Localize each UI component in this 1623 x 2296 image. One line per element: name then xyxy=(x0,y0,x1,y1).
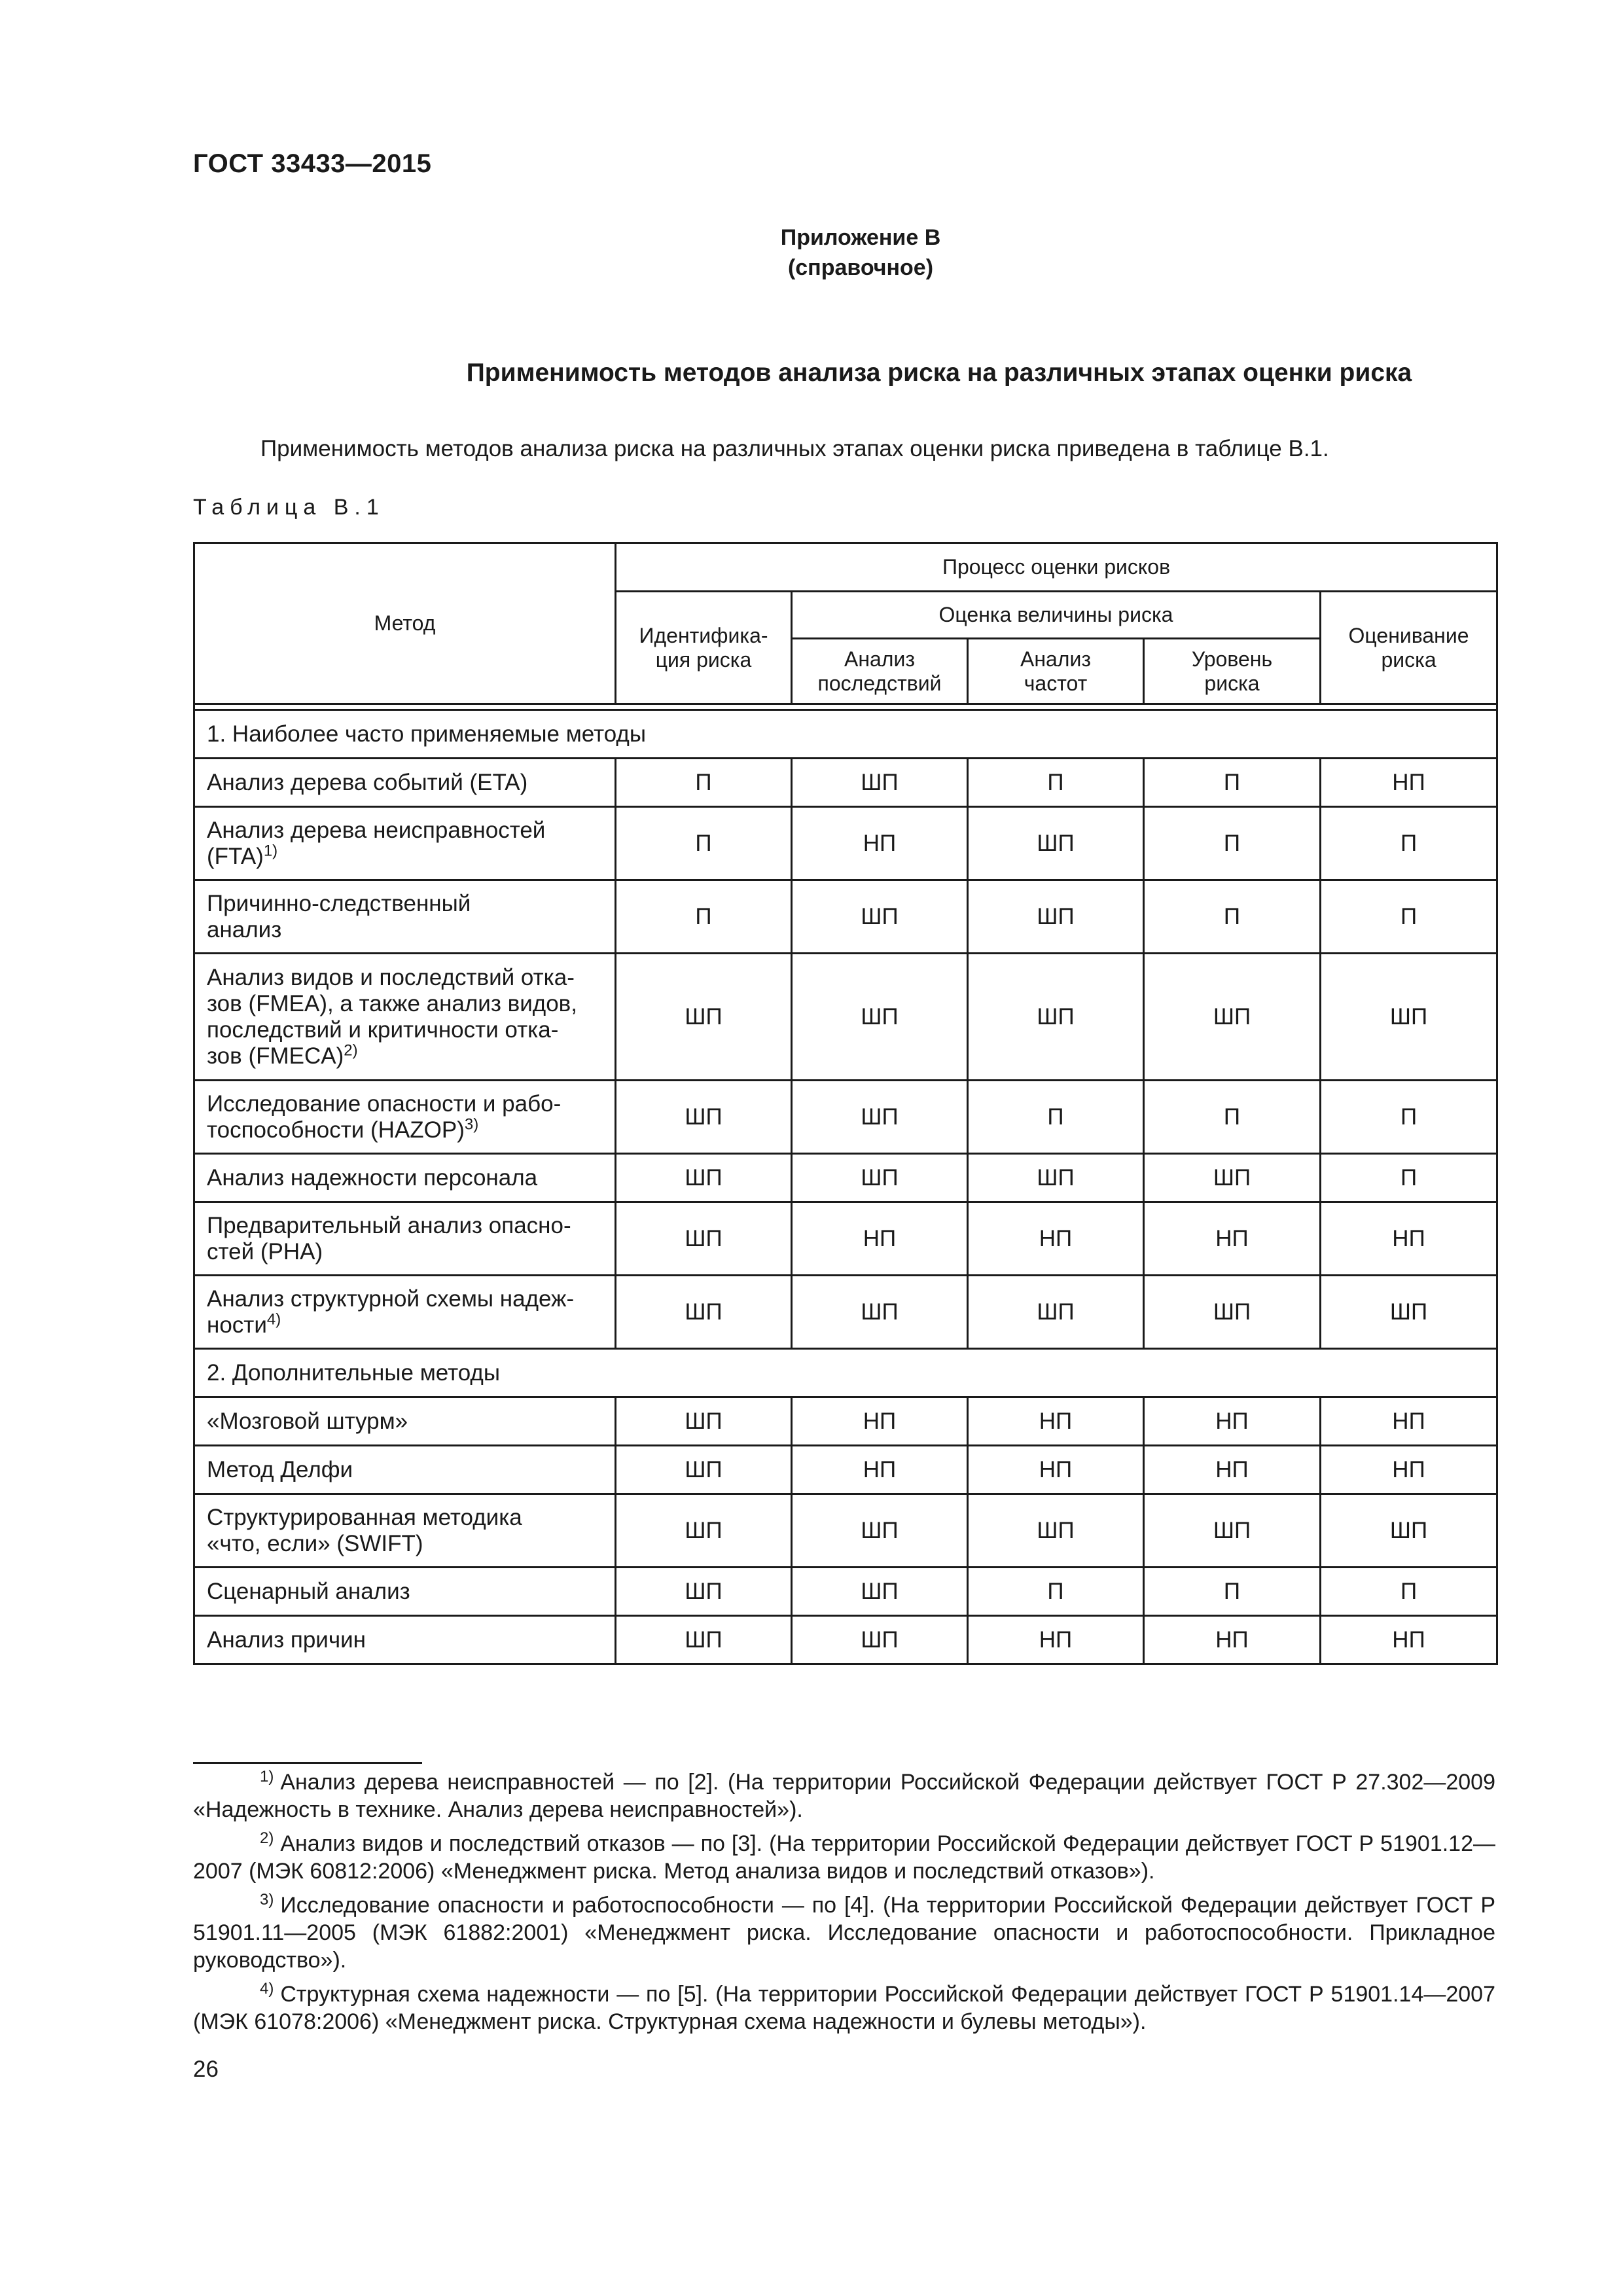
value-cell: НП xyxy=(1321,1616,1497,1664)
value-cell: ШП xyxy=(1144,954,1321,1081)
footnote-text: Исследование опасности и работоспособности — по [4]. (На территории Российской Федерации действует ГОСТ Р 51901.11—2005 (МЭК 61882:2001) «Менеджмент риска. Исследование опасности и работоспособности. Прикладное руководство»). xyxy=(193,1893,1495,1973)
value-cell: ШП xyxy=(616,1568,792,1616)
method-cell xyxy=(194,1446,616,1494)
value-cell: ШП xyxy=(968,1154,1144,1202)
value-cell: НП xyxy=(1321,1202,1497,1276)
value-cell: П xyxy=(1321,1568,1497,1616)
value-cell: П xyxy=(1144,759,1321,807)
table-row xyxy=(194,759,1497,807)
value-cell: ШП xyxy=(792,1081,968,1154)
header-frequencies: Анализ частот xyxy=(968,639,1144,704)
group-row xyxy=(194,1349,1497,1397)
document-code: ГОСТ 33433—2015 xyxy=(193,149,432,178)
value-cell: ШП xyxy=(792,1568,968,1616)
method-name: Анализ структурной схемы надеж- ности xyxy=(207,1285,575,1338)
footnote-ref: 2) xyxy=(344,1041,358,1059)
header-magnitude: Оценка величины риска xyxy=(792,592,1321,639)
value-cell: П xyxy=(1321,1154,1497,1202)
value-cell: П xyxy=(1321,807,1497,880)
group-title: 1. Наиболее часто применяемые методы xyxy=(194,710,1497,759)
value-cell: НП xyxy=(792,1397,968,1446)
value-cell: П xyxy=(1321,1081,1497,1154)
table-row xyxy=(194,1202,1497,1276)
value-cell: П xyxy=(616,807,792,880)
header-process: Процесс оценки рисков xyxy=(616,543,1497,592)
value-cell: ШП xyxy=(968,954,1144,1081)
header-level: Уровень риска xyxy=(1144,639,1321,704)
value-cell: ШП xyxy=(1321,954,1497,1081)
value-cell: ШП xyxy=(792,759,968,807)
value-cell: НП xyxy=(968,1616,1144,1664)
header-identification: Идентифика- ция риска xyxy=(616,592,792,704)
value-cell: ШП xyxy=(792,1276,968,1349)
value-cell: П xyxy=(968,759,1144,807)
footnote-text: Анализ видов и последствий отказов — по [3]. (На территории Российской Федерации действует ГОСТ Р 51901.12—2007 (МЭК 60812:2006) «Менеджмент риска. Метод анализа видов и последствий отказов»). xyxy=(193,1831,1495,1884)
value-cell: П xyxy=(1144,1568,1321,1616)
value-cell: ШП xyxy=(616,1616,792,1664)
table-row xyxy=(194,807,1497,880)
footnote-ref: 1) xyxy=(263,841,278,859)
value-cell: ШП xyxy=(1321,1494,1497,1568)
method-cell xyxy=(194,1276,616,1349)
method-cell xyxy=(194,759,616,807)
footnote-text: Структурная схема надежности — по [5]. (На территории Российской Федерации действует ГОСТ Р 51901.14—2007 (МЭК 61078:2006) «Менеджмент риска. Структурная схема надежности и булевы методы»). xyxy=(193,1982,1495,2034)
value-cell: П xyxy=(616,759,792,807)
footnote-ref: 3) xyxy=(464,1115,479,1133)
value-cell: НП xyxy=(968,1446,1144,1494)
method-cell xyxy=(194,1568,616,1616)
value-cell: П xyxy=(1321,880,1497,954)
header-method: Метод xyxy=(194,543,616,704)
footnote xyxy=(193,1892,1495,1974)
header-evaluation: Оценивание риска xyxy=(1321,592,1497,704)
method-name: Метод Делфи xyxy=(207,1456,353,1482)
value-cell: ШП xyxy=(616,954,792,1081)
table-row xyxy=(194,1446,1497,1494)
group-title: 2. Дополнительные методы xyxy=(194,1349,1497,1397)
value-cell: П xyxy=(968,1081,1144,1154)
method-name: Предварительный анализ опасно- стей (PHA) xyxy=(207,1212,571,1265)
method-cell xyxy=(194,1494,616,1568)
value-cell: ШП xyxy=(616,1154,792,1202)
value-cell: НП xyxy=(1144,1446,1321,1494)
value-cell: НП xyxy=(1321,759,1497,807)
method-cell xyxy=(194,1397,616,1446)
footnote-rule xyxy=(193,1762,422,1764)
footnote-number: 3) xyxy=(260,1890,274,1909)
value-cell: П xyxy=(1144,880,1321,954)
value-cell: НП xyxy=(1144,1202,1321,1276)
method-cell xyxy=(194,807,616,880)
value-cell: ШП xyxy=(1144,1494,1321,1568)
footnote xyxy=(193,1830,1495,1885)
method-name: «Мозговой штурм» xyxy=(207,1408,408,1434)
table-body xyxy=(194,710,1497,1664)
method-name: Анализ причин xyxy=(207,1626,366,1653)
table-header xyxy=(194,543,1497,710)
footnotes xyxy=(193,1768,1495,2042)
table-caption: Таблица В.1 xyxy=(193,495,385,520)
annex-heading xyxy=(0,223,1623,283)
value-cell: ШП xyxy=(792,1494,968,1568)
value-cell: П xyxy=(968,1568,1144,1616)
intro-paragraph: Применимость методов анализа риска на различных этапах оценки риска приведена в таблице В.1. xyxy=(260,436,1329,461)
footnote-number: 2) xyxy=(260,1829,274,1847)
method-cell xyxy=(194,1081,616,1154)
value-cell: ШП xyxy=(616,1494,792,1568)
value-cell: НП xyxy=(792,807,968,880)
risk-methods-table xyxy=(193,542,1498,1665)
table-row xyxy=(194,880,1497,954)
method-name: Причинно-следственный анализ xyxy=(207,890,471,942)
table-row xyxy=(194,1616,1497,1664)
value-cell: НП xyxy=(1144,1397,1321,1446)
method-name: Исследование опасности и рабо- тоспособности (HAZOP) xyxy=(207,1090,562,1143)
value-cell: ШП xyxy=(1144,1276,1321,1349)
header-consequences: Анализ последствий xyxy=(792,639,968,704)
method-name: Анализ дерева событий (ETA) xyxy=(207,769,528,795)
value-cell: ШП xyxy=(792,1154,968,1202)
table-row xyxy=(194,1081,1497,1154)
footnote xyxy=(193,1768,1495,1823)
value-cell: НП xyxy=(1321,1446,1497,1494)
method-name: Анализ видов и последствий отка- зов (FMEA), а также анализ видов, последствий и критичности отка- зов (FMECA) xyxy=(207,964,577,1069)
method-cell xyxy=(194,880,616,954)
method-name: Сценарный анализ xyxy=(207,1578,410,1604)
value-cell: ШП xyxy=(968,880,1144,954)
method-cell xyxy=(194,1154,616,1202)
value-cell: ШП xyxy=(616,1446,792,1494)
value-cell: НП xyxy=(1321,1397,1497,1446)
method-cell xyxy=(194,1202,616,1276)
footnote xyxy=(193,1981,1495,2036)
section-title: Применимость методов анализа риска на различных этапах оценки риска xyxy=(466,359,1412,387)
table-row xyxy=(194,954,1497,1081)
value-cell: ШП xyxy=(792,1616,968,1664)
value-cell: ШП xyxy=(616,1202,792,1276)
value-cell: П xyxy=(1144,1081,1321,1154)
value-cell: ШП xyxy=(792,880,968,954)
value-cell: ШП xyxy=(968,1276,1144,1349)
value-cell: ШП xyxy=(792,954,968,1081)
footnote-number: 1) xyxy=(260,1767,274,1785)
value-cell: НП xyxy=(792,1202,968,1276)
value-cell: НП xyxy=(968,1397,1144,1446)
method-cell xyxy=(194,954,616,1081)
header-separator xyxy=(194,704,1497,710)
group-row xyxy=(194,710,1497,759)
value-cell: НП xyxy=(968,1202,1144,1276)
footnote-ref: 4) xyxy=(266,1310,281,1328)
table-row xyxy=(194,1568,1497,1616)
table-row xyxy=(194,1494,1497,1568)
table-row xyxy=(194,1154,1497,1202)
value-cell: ШП xyxy=(1144,1154,1321,1202)
value-cell: ШП xyxy=(616,1397,792,1446)
value-cell: ШП xyxy=(968,1494,1144,1568)
table-row xyxy=(194,1397,1497,1446)
value-cell: НП xyxy=(1144,1616,1321,1664)
value-cell: ШП xyxy=(616,1081,792,1154)
method-name: Анализ дерева неисправностей (FTA) xyxy=(207,817,546,869)
method-name: Структурированная методика «что, если» (SWIFT) xyxy=(207,1504,522,1556)
value-cell: ШП xyxy=(968,807,1144,880)
page-number: 26 xyxy=(193,2056,219,2082)
method-cell xyxy=(194,1616,616,1664)
value-cell: ШП xyxy=(616,1276,792,1349)
method-name: Анализ надежности персонала xyxy=(207,1164,538,1191)
annex-kind: (справочное) xyxy=(787,255,934,280)
footnote-text: Анализ дерева неисправностей — по [2]. (На территории Российской Федерации действует ГОСТ Р 27.302—2009 «Надежность в технике. Анализ дерева неисправностей»). xyxy=(193,1770,1495,1822)
table-row xyxy=(194,1276,1497,1349)
value-cell: П xyxy=(616,880,792,954)
annex-title: Приложение В xyxy=(780,225,941,250)
footnote-number: 4) xyxy=(260,1979,274,1998)
value-cell: ШП xyxy=(1321,1276,1497,1349)
value-cell: П xyxy=(1144,807,1321,880)
value-cell: НП xyxy=(792,1446,968,1494)
